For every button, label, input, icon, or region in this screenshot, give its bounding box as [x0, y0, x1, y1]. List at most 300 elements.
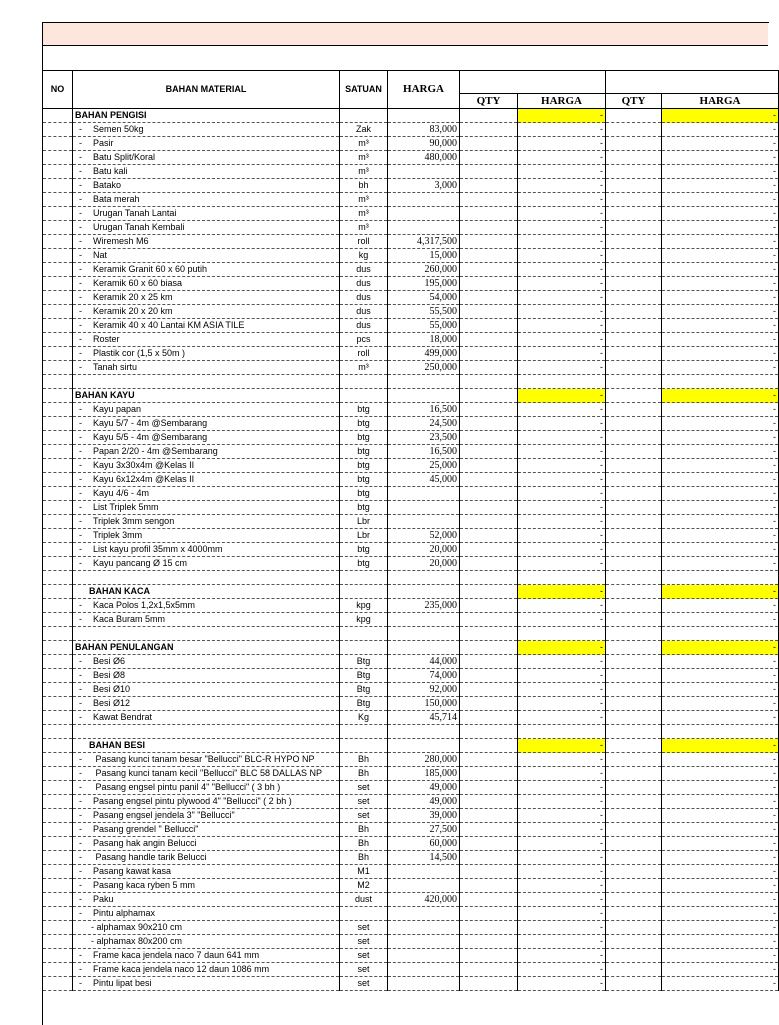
material-row — [43, 417, 779, 431]
material-name — [73, 403, 340, 417]
material-harga-2: - — [662, 305, 779, 319]
material-name — [73, 949, 340, 963]
material-qty-2 — [606, 893, 662, 907]
material-name — [73, 207, 340, 221]
material-price: 39,000 — [388, 809, 460, 823]
material-price — [388, 193, 460, 207]
material-price: 16,500 — [388, 445, 460, 459]
row-qty-1 — [460, 739, 518, 753]
material-label: Urugan Tanah Kembali — [93, 222, 185, 232]
bullet-dash: - — [79, 908, 82, 918]
header-satuan: SATUAN — [340, 71, 388, 109]
material-name — [73, 543, 340, 557]
material-harga-1: - — [518, 151, 606, 165]
blank-row — [43, 571, 779, 585]
row-price — [388, 725, 460, 739]
material-qty-2 — [606, 613, 662, 627]
material-harga-2: - — [662, 907, 779, 921]
material-qty-2 — [606, 193, 662, 207]
material-row — [43, 781, 779, 795]
material-qty-2 — [606, 851, 662, 865]
material-price: 55,000 — [388, 319, 460, 333]
material-unit: set — [340, 795, 388, 809]
bullet-dash: - — [79, 530, 82, 540]
row-qty-2 — [606, 641, 662, 655]
row-no — [43, 571, 73, 585]
row-harga-2 — [662, 375, 779, 389]
material-label: Kaca Polos 1,2x1,5x5mm — [93, 600, 196, 610]
material-unit: set — [340, 781, 388, 795]
material-row — [43, 809, 779, 823]
material-unit: Btg — [340, 683, 388, 697]
material-harga-1: - — [518, 543, 606, 557]
category-row — [43, 585, 779, 599]
material-harga-2: - — [662, 347, 779, 361]
material-price — [388, 207, 460, 221]
material-name — [73, 599, 340, 613]
bullet-dash: - — [79, 194, 82, 204]
material-qty-2 — [606, 599, 662, 613]
row-harga-2 — [662, 571, 779, 585]
material-label: Pasang kaca ryben 5 mm — [93, 880, 196, 890]
category-row — [43, 641, 779, 655]
material-qty-2 — [606, 837, 662, 851]
row-no — [43, 711, 73, 725]
material-name — [73, 445, 340, 459]
material-qty-1 — [460, 907, 518, 921]
material-label: Pasang kawat kasa — [93, 866, 172, 876]
material-qty-2 — [606, 865, 662, 879]
material-harga-2: - — [662, 291, 779, 305]
material-price — [388, 515, 460, 529]
header-harga-2: HARGA — [662, 94, 779, 109]
material-harga-2: - — [662, 963, 779, 977]
material-harga-1: - — [518, 263, 606, 277]
bullet-dash: - — [79, 418, 82, 428]
category-name: BAHAN BESI — [73, 739, 340, 753]
material-unit: Bh — [340, 837, 388, 851]
row-no — [43, 739, 73, 753]
material-harga-1: - — [518, 445, 606, 459]
material-row — [43, 403, 779, 417]
material-qty-1 — [460, 347, 518, 361]
material-harga-1: - — [518, 207, 606, 221]
material-name — [73, 515, 340, 529]
bullet-dash: - — [79, 446, 82, 456]
material-label: Keramik 20 x 20 km — [93, 306, 173, 316]
row-no — [43, 445, 73, 459]
material-harga-2: - — [662, 669, 779, 683]
material-harga-1: - — [518, 809, 606, 823]
material-name — [73, 963, 340, 977]
material-label: List kayu profil 35mm x 4000mm — [93, 544, 223, 554]
bullet-dash: - — [79, 614, 82, 624]
material-name — [73, 235, 340, 249]
material-qty-1 — [460, 165, 518, 179]
material-row — [43, 235, 779, 249]
row-no — [43, 627, 73, 641]
material-row — [43, 501, 779, 515]
category-harga-1: - — [518, 641, 606, 655]
bullet-dash: - — [79, 544, 82, 554]
row-no — [43, 333, 73, 347]
material-harga-2: - — [662, 767, 779, 781]
row-no — [43, 459, 73, 473]
material-harga-1: - — [518, 221, 606, 235]
material-qty-2 — [606, 137, 662, 151]
bullet-dash: - — [79, 460, 82, 470]
row-price — [388, 375, 460, 389]
material-unit: Bh — [340, 767, 388, 781]
row-no — [43, 109, 73, 123]
material-row — [43, 711, 779, 725]
material-label: Kayu 3x30x4m @Kelas II — [93, 460, 195, 470]
header-bahan-material: BAHAN MATERIAL — [73, 71, 340, 109]
material-unit: btg — [340, 417, 388, 431]
row-no — [43, 151, 73, 165]
material-name — [73, 655, 340, 669]
material-price: 90,000 — [388, 137, 460, 151]
bullet-dash: - — [79, 320, 82, 330]
material-harga-1: - — [518, 963, 606, 977]
material-price — [388, 865, 460, 879]
row-unit — [340, 739, 388, 753]
material-qty-2 — [606, 795, 662, 809]
material-qty-1 — [460, 683, 518, 697]
material-unit: Btg — [340, 697, 388, 711]
material-qty-1 — [460, 431, 518, 445]
material-label: Frame kaca jendela naco 7 daun 641 mm — [93, 950, 260, 960]
material-name — [73, 291, 340, 305]
material-qty-1 — [460, 235, 518, 249]
material-unit: kg — [340, 249, 388, 263]
material-price: 23,500 — [388, 431, 460, 445]
bullet-dash: - — [79, 810, 82, 820]
row-no — [43, 487, 73, 501]
material-qty-2 — [606, 767, 662, 781]
material-qty-2 — [606, 319, 662, 333]
row-unit — [340, 585, 388, 599]
material-harga-1: - — [518, 333, 606, 347]
material-price — [388, 921, 460, 935]
row-qty-1 — [460, 641, 518, 655]
material-unit: dus — [340, 277, 388, 291]
material-qty-2 — [606, 557, 662, 571]
material-qty-2 — [606, 697, 662, 711]
material-harga-1: - — [518, 347, 606, 361]
material-name — [73, 193, 340, 207]
bullet-dash: - — [79, 978, 82, 988]
material-price: 45,714 — [388, 711, 460, 725]
material-row — [43, 165, 779, 179]
bullet-dash: - — [79, 404, 82, 414]
material-row — [43, 543, 779, 557]
material-qty-2 — [606, 291, 662, 305]
material-row — [43, 683, 779, 697]
material-harga-1: - — [518, 907, 606, 921]
material-qty-2 — [606, 431, 662, 445]
row-qty-2 — [606, 627, 662, 641]
material-row — [43, 263, 779, 277]
material-qty-2 — [606, 907, 662, 921]
material-harga-2: - — [662, 543, 779, 557]
material-qty-1 — [460, 137, 518, 151]
category-name: BAHAN KACA — [73, 585, 340, 599]
row-no — [43, 837, 73, 851]
material-qty-2 — [606, 361, 662, 375]
material-qty-2 — [606, 711, 662, 725]
material-unit: Btg — [340, 669, 388, 683]
material-qty-2 — [606, 347, 662, 361]
bullet-dash: - — [79, 222, 82, 232]
row-no — [43, 655, 73, 669]
material-qty-2 — [606, 333, 662, 347]
material-name — [73, 487, 340, 501]
bullet-dash: - — [79, 866, 82, 876]
row-no — [43, 823, 73, 837]
material-price: 480,000 — [388, 151, 460, 165]
row-qty-2 — [606, 109, 662, 123]
material-name — [73, 529, 340, 543]
material-label: Triplek 3mm — [93, 530, 143, 540]
material-qty-1 — [460, 123, 518, 137]
material-price: 49,000 — [388, 781, 460, 795]
material-name — [73, 907, 340, 921]
material-label: Pasir — [93, 138, 114, 148]
material-harga-2: - — [662, 613, 779, 627]
material-price — [388, 501, 460, 515]
row-qty-1 — [460, 725, 518, 739]
material-harga-1: - — [518, 669, 606, 683]
material-harga-1: - — [518, 249, 606, 263]
material-unit: M1 — [340, 865, 388, 879]
material-qty-1 — [460, 515, 518, 529]
material-row — [43, 557, 779, 571]
material-name — [73, 151, 340, 165]
row-no — [43, 767, 73, 781]
material-unit: dus — [340, 319, 388, 333]
material-qty-2 — [606, 417, 662, 431]
material-harga-2: - — [662, 137, 779, 151]
row-no — [43, 165, 73, 179]
material-qty-2 — [606, 249, 662, 263]
category-harga-1: - — [518, 109, 606, 123]
row-no — [43, 557, 73, 571]
material-harga-1: - — [518, 557, 606, 571]
material-qty-1 — [460, 221, 518, 235]
material-qty-2 — [606, 781, 662, 795]
material-qty-2 — [606, 123, 662, 137]
material-harga-1: - — [518, 599, 606, 613]
row-no — [43, 977, 73, 991]
material-qty-2 — [606, 235, 662, 249]
material-row — [43, 221, 779, 235]
material-harga-1: - — [518, 137, 606, 151]
row-name — [73, 725, 340, 739]
material-harga-2: - — [662, 179, 779, 193]
material-row — [43, 249, 779, 263]
material-name — [73, 221, 340, 235]
material-harga-2: - — [662, 235, 779, 249]
material-row — [43, 431, 779, 445]
category-harga-2: - — [662, 109, 779, 123]
row-no — [43, 879, 73, 893]
material-price: 14,500 — [388, 851, 460, 865]
material-unit: roll — [340, 347, 388, 361]
material-unit: btg — [340, 501, 388, 515]
material-qty-1 — [460, 879, 518, 893]
row-qty-2 — [606, 585, 662, 599]
material-qty-2 — [606, 277, 662, 291]
material-qty-1 — [460, 445, 518, 459]
row-qty-2 — [606, 389, 662, 403]
bullet-dash: - — [79, 880, 82, 890]
bullet-dash: - — [79, 250, 82, 260]
material-price — [388, 935, 460, 949]
material-label: Papan 2/20 - 4m @Sembarang — [93, 446, 218, 456]
row-name — [73, 627, 340, 641]
material-qty-1 — [460, 935, 518, 949]
category-harga-1: - — [518, 585, 606, 599]
bullet-dash: - — [79, 670, 82, 680]
bullet-dash: - — [79, 950, 82, 960]
category-harga-2: - — [662, 585, 779, 599]
material-harga-2: - — [662, 473, 779, 487]
material-label: Semen 50kg — [93, 124, 144, 134]
material-harga-1: - — [518, 823, 606, 837]
material-qty-1 — [460, 557, 518, 571]
material-qty-2 — [606, 501, 662, 515]
row-unit — [340, 375, 388, 389]
material-qty-2 — [606, 879, 662, 893]
row-no — [43, 893, 73, 907]
material-price — [388, 907, 460, 921]
material-unit: set — [340, 809, 388, 823]
row-no — [43, 529, 73, 543]
row-no — [43, 221, 73, 235]
row-no — [43, 669, 73, 683]
bullet-dash: - — [79, 208, 82, 218]
row-harga-1 — [518, 571, 606, 585]
material-price — [388, 221, 460, 235]
material-qty-2 — [606, 669, 662, 683]
material-harga-1: - — [518, 795, 606, 809]
material-price: 92,000 — [388, 683, 460, 697]
row-qty-1 — [460, 571, 518, 585]
row-no — [43, 193, 73, 207]
row-no — [43, 515, 73, 529]
material-unit — [340, 907, 388, 921]
material-name — [73, 557, 340, 571]
bullet-dash: - — [79, 264, 82, 274]
material-name — [73, 753, 340, 767]
row-no — [43, 263, 73, 277]
material-unit: Bh — [340, 823, 388, 837]
row-no — [43, 389, 73, 403]
row-no — [43, 809, 73, 823]
material-price-table — [42, 70, 779, 991]
material-label: Urugan Tanah Lantai — [93, 208, 177, 218]
header-group-2 — [606, 71, 779, 94]
row-no — [43, 207, 73, 221]
material-row — [43, 599, 779, 613]
bullet-dash: - — [79, 782, 82, 792]
material-harga-2: - — [662, 599, 779, 613]
material-row — [43, 529, 779, 543]
material-price: 20,000 — [388, 543, 460, 557]
row-no — [43, 641, 73, 655]
material-harga-2: - — [662, 459, 779, 473]
bullet-dash: - — [79, 684, 82, 694]
material-qty-1 — [460, 921, 518, 935]
material-unit: set — [340, 977, 388, 991]
material-qty-2 — [606, 151, 662, 165]
material-name — [73, 137, 340, 151]
material-harga-2: - — [662, 557, 779, 571]
row-no — [43, 865, 73, 879]
material-qty-1 — [460, 417, 518, 431]
material-harga-1: - — [518, 179, 606, 193]
material-row — [43, 935, 779, 949]
bullet-dash: - — [79, 712, 82, 722]
material-label: Kayu 4/6 - 4m — [93, 488, 150, 498]
material-name — [73, 935, 340, 949]
material-row — [43, 207, 779, 221]
material-price: 185,000 — [388, 767, 460, 781]
material-name — [73, 683, 340, 697]
material-qty-2 — [606, 977, 662, 991]
material-harga-2: - — [662, 249, 779, 263]
material-price: 3,000 — [388, 179, 460, 193]
material-price: 260,000 — [388, 263, 460, 277]
category-row — [43, 109, 779, 123]
material-label: Kayu 6x12x4m @Kelas II — [93, 474, 195, 484]
material-qty-2 — [606, 305, 662, 319]
material-name — [73, 347, 340, 361]
material-qty-1 — [460, 949, 518, 963]
material-row — [43, 879, 779, 893]
material-unit: btg — [340, 487, 388, 501]
material-qty-2 — [606, 179, 662, 193]
material-harga-1: - — [518, 949, 606, 963]
row-harga-1 — [518, 627, 606, 641]
material-label: Kayu 5/5 - 4m @Sembarang — [93, 432, 208, 442]
material-label: List Triplek 5mm — [93, 502, 159, 512]
material-harga-1: - — [518, 193, 606, 207]
material-harga-1: - — [518, 501, 606, 515]
material-harga-2: - — [662, 655, 779, 669]
material-harga-1: - — [518, 837, 606, 851]
bullet-dash: - — [79, 138, 82, 148]
material-row — [43, 963, 779, 977]
material-qty-1 — [460, 361, 518, 375]
material-row — [43, 921, 779, 935]
material-price: 4,317,500 — [388, 235, 460, 249]
material-harga-1: - — [518, 697, 606, 711]
material-name — [73, 123, 340, 137]
bullet-dash: - — [79, 306, 82, 316]
bullet-dash: - — [79, 474, 82, 484]
material-row — [43, 837, 779, 851]
material-label: - alphamax 80x200 cm — [91, 936, 183, 946]
material-label: Pasang engsel jendela 3" "Bellucci" — [93, 810, 235, 820]
material-unit: Btg — [340, 655, 388, 669]
material-qty-2 — [606, 473, 662, 487]
material-name — [73, 319, 340, 333]
blank-row — [43, 627, 779, 641]
material-unit: dus — [340, 291, 388, 305]
material-row — [43, 865, 779, 879]
